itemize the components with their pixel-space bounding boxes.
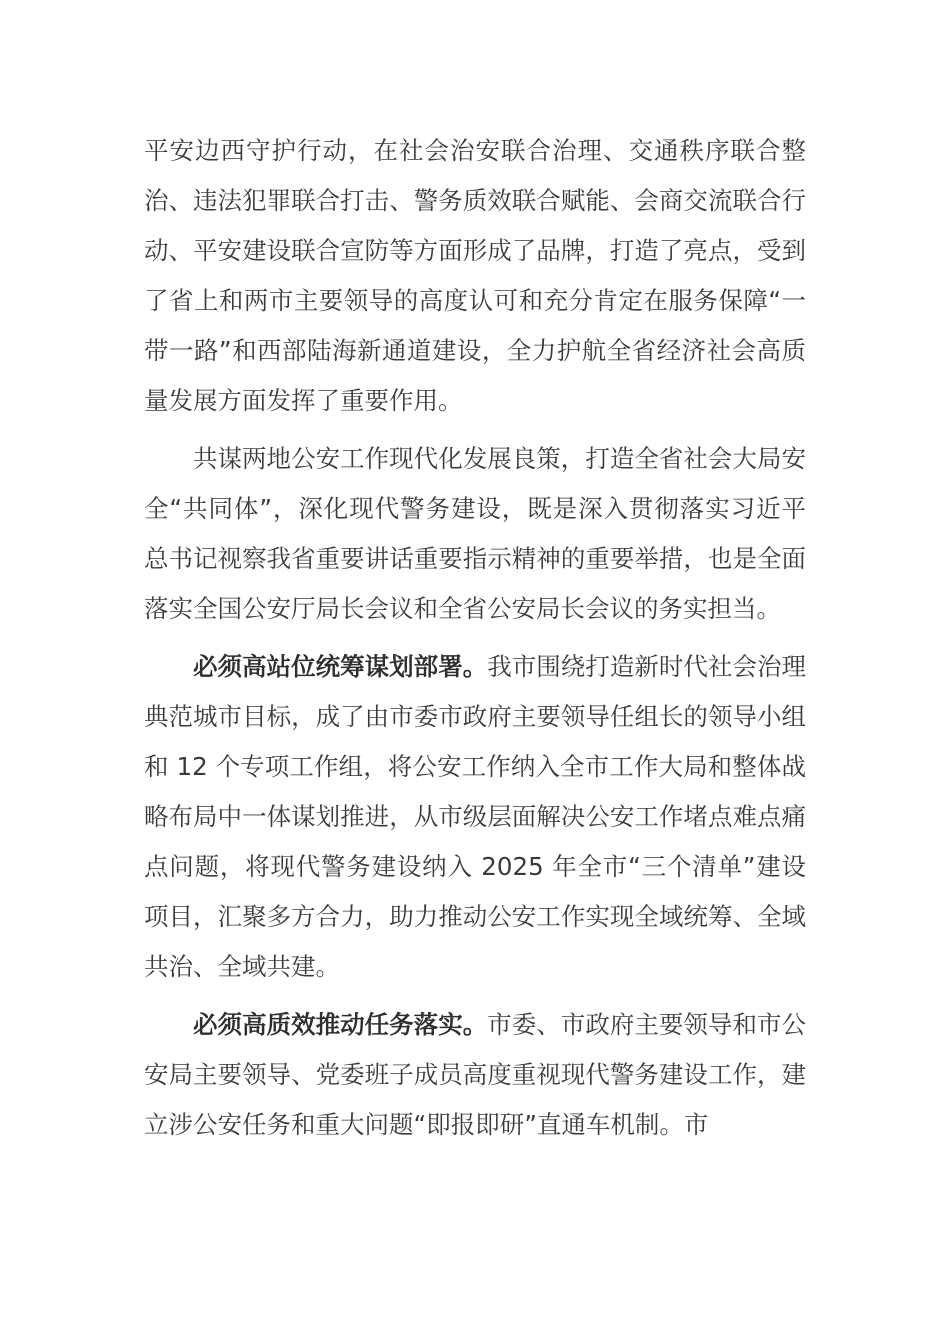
paragraph-3-text: 我市围绕打造新时代社会治理典范城市目标，成了由市委市政府主要领导任组长的领导小组和 12 个专项工作组，将公安工作纳入全市工作大局和整体战略布局中一体谋划推进，从市级层面解决公安工作堵点难点痛点问题，将现代警务建设纳入 2025 年全市“三个清单”建设项目，汇聚多方合力，助力推动公安工作实现全域统筹、全域共治、全域共建。 <box>144 652 806 981</box>
paragraph-2 <box>144 434 806 634</box>
paragraph-4-heading: 必须高质效推动任务落实。 <box>193 1010 488 1039</box>
document-body <box>144 126 806 1158</box>
paragraph-3 <box>144 642 806 992</box>
paragraph-3-heading: 必须高站位统筹谋划部署。 <box>193 652 488 681</box>
paragraph-4 <box>144 1000 806 1150</box>
paragraph-4-text: 市委、市政府主要领导和市公安局主要领导、党委班子成员高度重视现代警务建设工作，建立涉公安任务和重大问题“即报即研”直通车机制。市 <box>144 1010 806 1139</box>
paragraph-1 <box>144 126 806 426</box>
paragraph-2-text: 共谋两地公安工作现代化发展良策，打造全省社会大局安全“共同体”，深化现代警务建设，既是深入贯彻落实习近平总书记视察我省重要讲话重要指示精神的重要举措，也是全面落实全国公安厅局长会议和全省公安局长会议的务实担当。 <box>144 444 806 623</box>
paragraph-1-text: 平安边西守护行动，在社会治安联合治理、交通秩序联合整治、违法犯罪联合打击、警务质效联合赋能、会商交流联合行动、平安建设联合宣防等方面形成了品牌，打造了亮点，受到了省上和两市主要领导的高度认可和充分肯定在服务保障“一带一路”和西部陆海新通道建设，全力护航全省经济社会高质量发展方面发挥了重要作用。 <box>144 136 806 415</box>
